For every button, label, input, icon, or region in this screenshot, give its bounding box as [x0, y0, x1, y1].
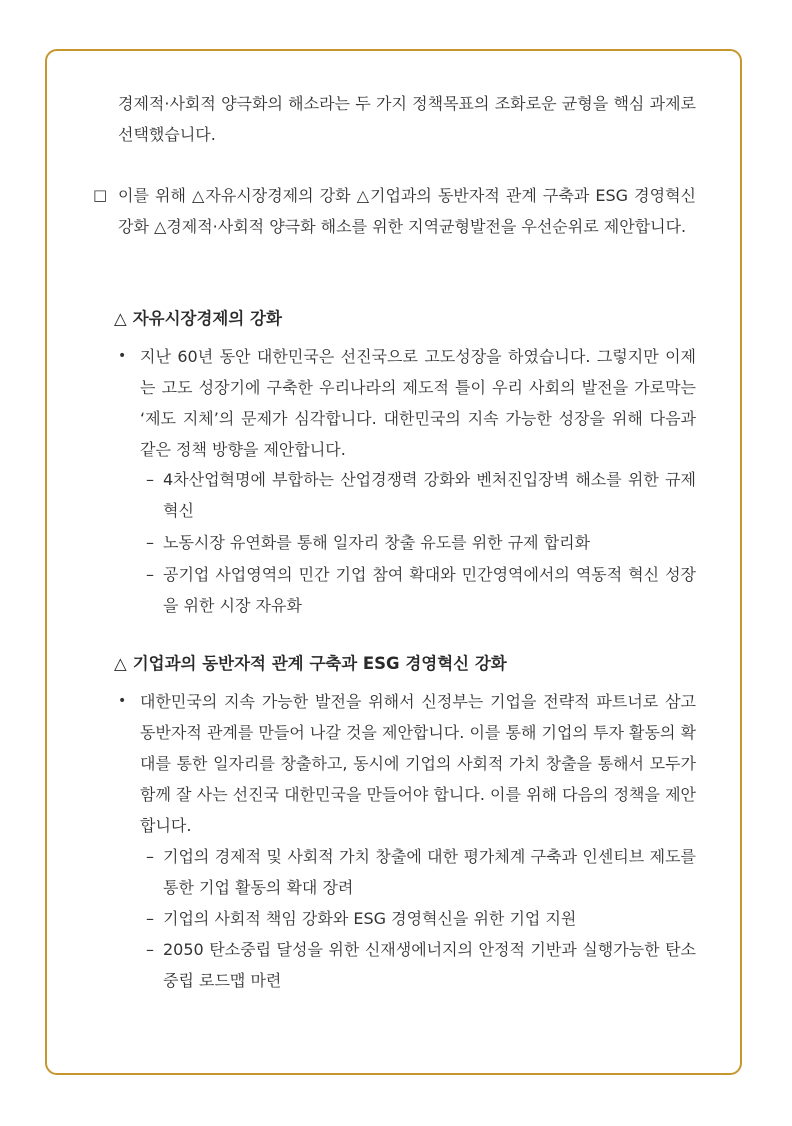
- section1-dash-item: 노동시장 유연화를 통해 일자리 창출 유도를 위한 규제 합리화: [163, 533, 591, 552]
- dash-icon: –: [146, 470, 154, 489]
- triangle-icon: △: [114, 309, 127, 328]
- section2-dash-item: 2050 탄소중립 달성을 위한 신재생에너지의 안정적 기반과 실행가능한 탄소중립 로드맵 마련: [163, 940, 696, 990]
- square-bullet-icon: □: [93, 186, 108, 204]
- dash-icon: –: [146, 533, 154, 552]
- section2-dash-item: 기업의 경제적 및 사회적 가치 창출에 대한 평가체계 구축과 인센티브 제도를 통한 기업 활동의 확대 장려: [163, 847, 696, 897]
- section1-bullet-paragraph: 지난 60년 동안 대한민국은 선진국으로 고도성장을 하였습니다. 그렇지만 이제는 고도 성장기에 구축한 우리나라의 제도적 틀이 우리 사회의 발전을 가로막는 ‘제도 지체’의 문제가 심각합니다. 대한민국의 지속 가능한 성장을 위해 다음과 같은 정책 방향을 제안합니다.: [140, 347, 696, 459]
- proposal-paragraph: 이를 위해 △자유시장경제의 강화 △기업과의 동반자적 관계 구축과 ESG 경영혁신 강화 △경제적·사회적 양극화 해소를 위한 지역균형발전을 우선순위로 제안합니다.: [118, 186, 696, 236]
- dash-icon: –: [146, 909, 154, 928]
- section1-dash-item: 4차산업혁명에 부합하는 산업경쟁력 강화와 벤처진입장벽 해소를 위한 규제 혁신: [163, 470, 696, 520]
- dash-icon: –: [146, 940, 154, 959]
- section1-dash-item: 공기업 사업영역의 민간 기업 참여 확대와 민간영역에서의 역동적 혁신 성장을 위한 시장 자유화: [163, 565, 696, 615]
- intro-paragraph: 경제적·사회적 양극화의 해소라는 두 가지 정책목표의 조화로운 균형을 핵심 과제로 선택했습니다.: [118, 94, 696, 144]
- section1-title: 자유시장경제의 강화: [132, 309, 282, 328]
- section2-bullet-paragraph: 대한민국의 지속 가능한 발전을 위해서 신정부는 기업을 전략적 파트너로 삼고 동반자적 관계를 만들어 나갈 것을 제안합니다. 이를 통해 기업의 투자 활동의 확대를 통한 일자리를 창출하고, 동시에 기업의 사회적 가치 창출을 통해서 모두가 함께 잘 사는 선진국 대한민국을 만들어야 합니다. 이를 위해 다음의 정책을 제안합니다.: [140, 692, 696, 835]
- section2-dash-item: 기업의 사회적 책임 강화와 ESG 경영혁신을 위한 기업 지원: [163, 909, 577, 928]
- section2-title: 기업과의 동반자적 관계 구축과 ESG 경영혁신 강화: [132, 654, 507, 673]
- triangle-icon: △: [114, 654, 127, 673]
- section2-heading: [114, 648, 507, 679]
- bullet-icon: •: [118, 693, 127, 709]
- bullet-icon: •: [118, 348, 127, 364]
- dash-icon: –: [146, 565, 154, 584]
- section1-heading: [114, 303, 282, 334]
- dash-icon: –: [146, 847, 154, 866]
